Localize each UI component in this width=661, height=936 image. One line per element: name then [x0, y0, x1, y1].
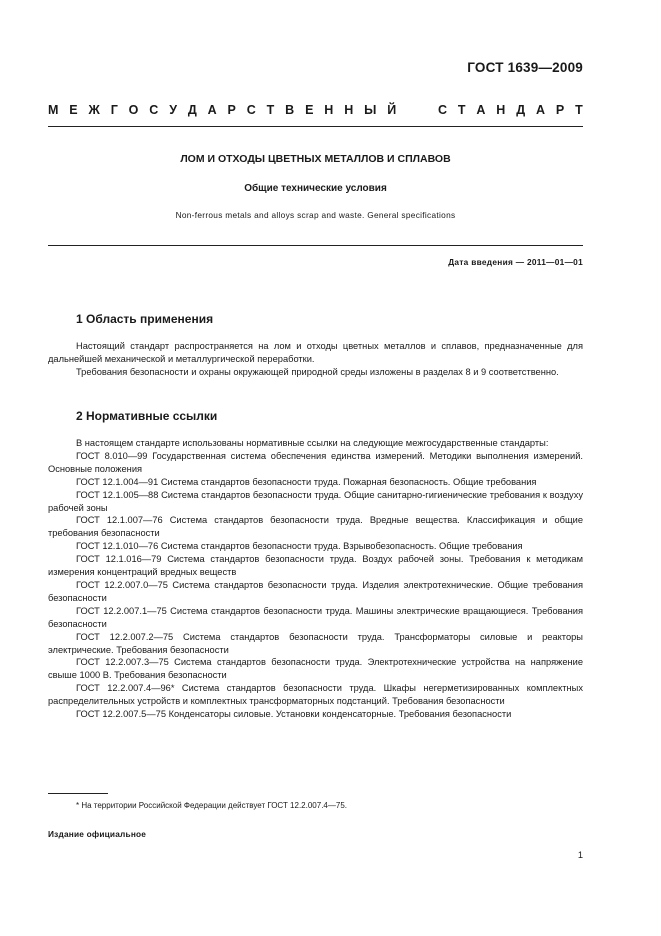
banner-letter: Т	[575, 103, 583, 117]
section-body-references	[48, 437, 583, 721]
english-title: Non-ferrous metals and alloys scrap and waste. General specifications	[175, 210, 456, 220]
document-title: ЛОМ И ОТХОДЫ ЦВЕТНЫХ МЕТАЛЛОВ И СПЛАВОВ	[180, 153, 451, 165]
banner-gap	[407, 103, 427, 117]
banner-letter: Н	[496, 103, 506, 117]
reference-item: ГОСТ 12.2.007.0—75 Система стандартов безопасности труда. Изделия электротехнические. Общие требования безопасности	[48, 579, 583, 603]
reference-item: ГОСТ 12.2.007.5—75 Конденсаторы силовые. Установки конденсаторные. Требования безопасности	[76, 709, 512, 720]
banner-letter: Т	[266, 103, 275, 117]
reference-item: ГОСТ 12.1.005—88 Система стандартов безопасности труда. Общие санитарно-гигиенические требования к воздуху рабочей зоны	[48, 489, 583, 513]
document-number: ГОСТ 1639—2009	[467, 60, 583, 75]
banner-letter: Й	[387, 103, 397, 117]
banner-letter: Е	[305, 103, 314, 117]
official-edition-label: Издание официальное	[48, 829, 147, 839]
banner-letter: Е	[69, 103, 78, 117]
banner-letter: Н	[344, 103, 354, 117]
paragraph: В настоящем стандарте использованы нормативные ссылки на следующие межгосударственные стандарты:	[76, 438, 549, 448]
reference-item: ГОСТ 8.010—99 Государственная система обеспечения единства измерений. Методики выполнения измерений. Основные положения	[48, 450, 583, 474]
banner-letter: С	[149, 103, 159, 117]
banner-letter: Т	[457, 103, 466, 117]
top-divider	[48, 126, 583, 127]
banner-letter: Г	[110, 103, 118, 117]
introduction-date: Дата введения — 2011—01—01	[448, 257, 583, 267]
page-number: 1	[577, 850, 583, 860]
banner-letter: Н	[324, 103, 334, 117]
banner-letter: А	[207, 103, 217, 117]
banner-letter: Д	[187, 103, 197, 117]
section-heading-scope: 1 Область применения	[76, 312, 214, 326]
footnote: * На территории Российской Федерации действует ГОСТ 12.2.007.4—75.	[76, 801, 347, 810]
banner-letter: Р	[555, 103, 565, 117]
section-heading-references: 2 Нормативные ссылки	[76, 409, 218, 423]
banner-letter: Р	[227, 103, 236, 117]
reference-item: ГОСТ 12.1.016—79 Система стандартов безопасности труда. Воздух рабочей зоны. Требования к методикам измерения концентраций вредных веществ	[48, 554, 583, 578]
banner-letter: С	[437, 103, 447, 117]
banner-letter: Ы	[364, 103, 377, 117]
reference-item: ГОСТ 12.1.010—76 Система стандартов безопасности труда. Взрывобезопасность. Общие требования	[76, 541, 523, 552]
banner-letter: С	[246, 103, 256, 117]
banner-letter: У	[169, 103, 177, 117]
section-body-scope	[48, 340, 583, 379]
reference-item: ГОСТ 12.2.007.4—96* Система стандартов безопасности труда. Шкафы негерметизированных комплектных распределительных устройств и комплектных трансформаторных подстанций. Требования безопасности	[48, 683, 583, 707]
document-subtitle: Общие технические условия	[244, 183, 387, 194]
paragraph: Требования безопасности и охраны окружающей природной среды изложены в разделах 8 и 9 соответственно.	[76, 366, 559, 377]
reference-item: ГОСТ 12.2.007.2—75 Система стандартов безопасности труда. Трансформаторы силовые и реакторы электрические. Требования безопасности	[48, 631, 583, 655]
reference-item: ГОСТ 12.2.007.1—75 Система стандартов безопасности труда. Машины электрические вращающиеся. Требования безопасности	[48, 605, 583, 629]
banner-letter: Ж	[88, 103, 100, 117]
banner-letter: А	[535, 103, 546, 117]
paragraph: Настоящий стандарт распространяется на лом и отходы цветных металлов и сплавов, предназначенные для дальнейшей механической и металлургической переработки.	[48, 341, 583, 364]
reference-item: ГОСТ 12.2.007.3—75 Система стандартов безопасности труда. Электротехнические устройства на напряжение свыше 1000 В. Требования безопасности	[48, 657, 583, 681]
banner-letter: М	[48, 103, 59, 117]
title-divider	[48, 245, 583, 246]
banner-letter: Д	[516, 103, 526, 117]
interstate-standard-banner	[48, 103, 583, 117]
banner-letter: О	[128, 103, 139, 117]
reference-item: ГОСТ 12.1.007—76 Система стандартов безопасности труда. Вредные вещества. Классификация и общие требования безопасности	[48, 515, 583, 539]
banner-letter: В	[285, 103, 295, 117]
banner-letter: А	[476, 103, 486, 117]
footnote-divider	[48, 793, 108, 794]
reference-item: ГОСТ 12.1.004—91 Система стандартов безопасности труда. Пожарная безопасность. Общие требования	[76, 476, 537, 487]
